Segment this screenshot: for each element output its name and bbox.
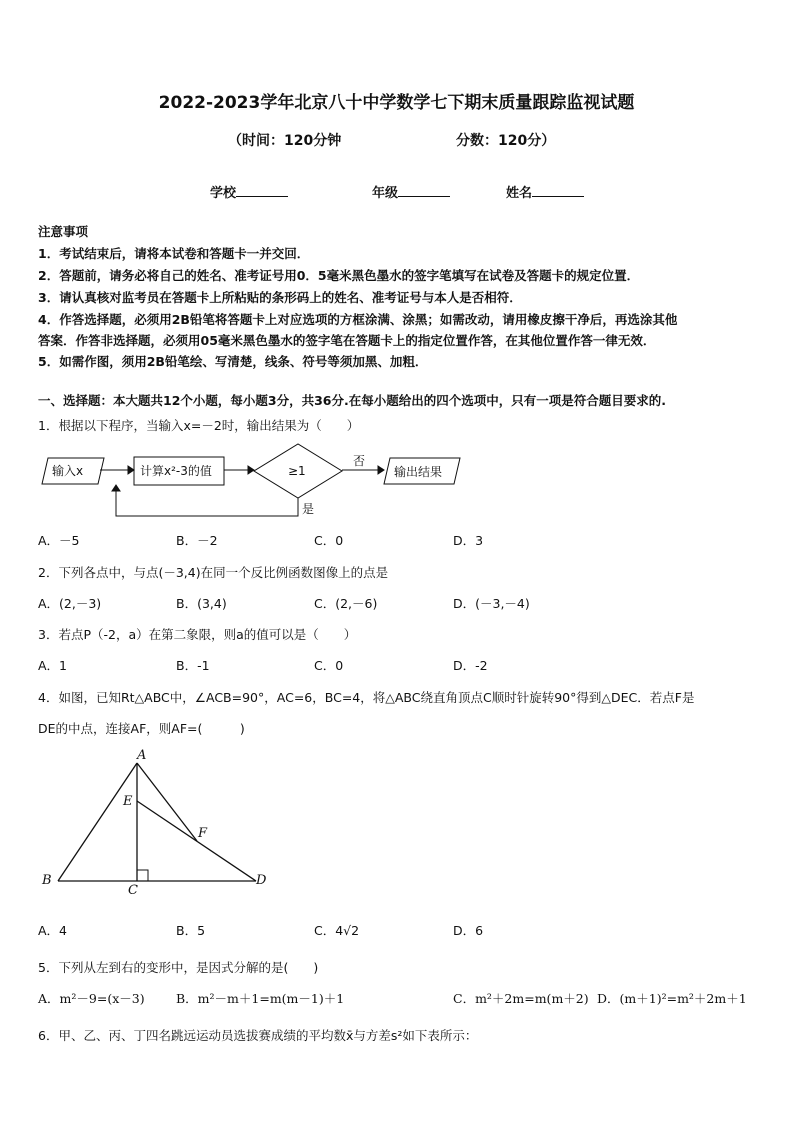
q4-option-d[interactable]: D．6 <box>453 923 484 938</box>
q3-option-d[interactable]: D．-2 <box>453 658 488 673</box>
question-5-stem: 5．下列从左到右的变形中，是因式分解的是( ) <box>38 960 319 975</box>
flow-input-label: 输入x <box>52 464 84 478</box>
question-2-stem: 2．下列各点中，与点(－3,4)在同一个反比例函数图像上的点是 <box>38 565 389 580</box>
time-label: （时间：120分钟 <box>228 133 342 149</box>
right-angle-mark <box>137 870 148 881</box>
question-4-stem: 4．如图，已知Rt△ABC中，∠ACB=90°，AC=6，BC=4，将△ABC绕直角顶点C顺时针旋转90°得到△DEC．若点F是 <box>38 690 695 705</box>
point-d-label: D <box>256 873 267 888</box>
question-1-stem: 1．根据以下程序，当输入x=－2时，输出结果为（ ） <box>38 418 360 433</box>
notice-item: 3．请认真核对监考员在答题卡上所粘贴的条形码上的姓名、准考证号与本人是否相符． <box>38 290 522 305</box>
q2-option-c[interactable]: C．(2,－6) <box>314 596 378 611</box>
point-a-label: A <box>137 748 147 763</box>
question-6-stem: 6．甲、乙、丙、丁四名跳远运动员选拔赛成绩的平均数x̄与方差s²如下表所示： <box>38 1028 478 1043</box>
q4-option-c[interactable]: C．4√2 <box>314 923 360 938</box>
flow-condition-label: ≥1 <box>288 464 306 478</box>
flow-yes-label: 是 <box>302 502 315 516</box>
q5-option-b[interactable]: B．m²－m＋1=m(m－1)＋1 <box>176 991 345 1006</box>
notice-item: 5．如需作图，须用2B铅笔绘、写清楚，线条、符号等须加黑、加粗． <box>38 354 428 369</box>
section-heading: 一、选择题：本大题共12个小题，每小题3分，共36分.在每小题给出的四个选项中，只有一项是符合题目要求的. <box>38 393 666 408</box>
q2-option-d[interactable]: D．(－3,－4) <box>453 596 530 611</box>
flow-calc-label: 计算x²-3的值 <box>140 464 212 478</box>
question-4-stem-cont: DE的中点，连接AF，则AF=( ) <box>38 721 245 736</box>
notice-heading: 注意事项 <box>38 224 89 239</box>
score-label: 分数：120分） <box>456 133 556 149</box>
segment-af <box>137 763 197 841</box>
page-title: 2022-2023学年北京八十中学数学七下期末质量跟踪监视试题 <box>158 93 635 113</box>
q5-option-c[interactable]: C．m²＋2m=m(m＋2) <box>453 991 589 1006</box>
q2-option-b[interactable]: B．(3,4) <box>176 596 227 611</box>
q1-option-d[interactable]: D．3 <box>453 533 484 548</box>
point-c-label: C <box>128 883 138 898</box>
notice-item: 2．答题前，请务必将自己的姓名、准考证号用0．5毫米黑色墨水的签字笔填写在试卷及答题卡的规定位置． <box>38 268 640 283</box>
segment-ba <box>58 763 137 881</box>
notice-item: 4．作答选择题，必须用2B铅笔将答题卡上对应选项的方框涂满、涂黑；如需改动，请用橡皮擦干净后，再选涂其他 <box>38 312 678 327</box>
q5-option-d[interactable]: D．(m＋1)²=m²＋2m＋1 <box>597 991 747 1006</box>
flow-no-label: 否 <box>353 454 366 468</box>
q2-option-a[interactable]: A．(2,－3) <box>38 596 102 611</box>
q3-option-c[interactable]: C．0 <box>314 658 344 673</box>
grade-label: 年级 <box>372 186 399 201</box>
q1-option-a[interactable]: A．－5 <box>38 533 80 548</box>
point-e-label: E <box>123 794 133 809</box>
notice-item: 答案．作答非选择题，必须用05毫米黑色墨水的签字笔在答题卡上的指定位置作答，在其他位置作答一律无效． <box>38 333 656 348</box>
q1-option-b[interactable]: B．－2 <box>176 533 218 548</box>
q1-option-c[interactable]: C．0 <box>314 533 344 548</box>
flow-output-label: 输出结果 <box>394 465 443 479</box>
q4-option-a[interactable]: A．4 <box>38 923 68 938</box>
q3-option-a[interactable]: A．1 <box>38 658 68 673</box>
question-3-stem: 3．若点P（-2，a）在第二象限，则a的值可以是（ ） <box>38 627 357 642</box>
name-label: 姓名 <box>506 186 533 201</box>
q5-option-a[interactable]: A．m²－9=(x－3) <box>38 991 145 1006</box>
school-label: 学校 <box>210 186 237 201</box>
point-b-label: B <box>42 873 52 888</box>
point-f-label: F <box>198 826 208 841</box>
notice-item: 1．考试结束后，请将本试卷和答题卡一并交回． <box>38 246 310 261</box>
q4-option-b[interactable]: B．5 <box>176 923 206 938</box>
q3-option-b[interactable]: B．-1 <box>176 658 210 673</box>
